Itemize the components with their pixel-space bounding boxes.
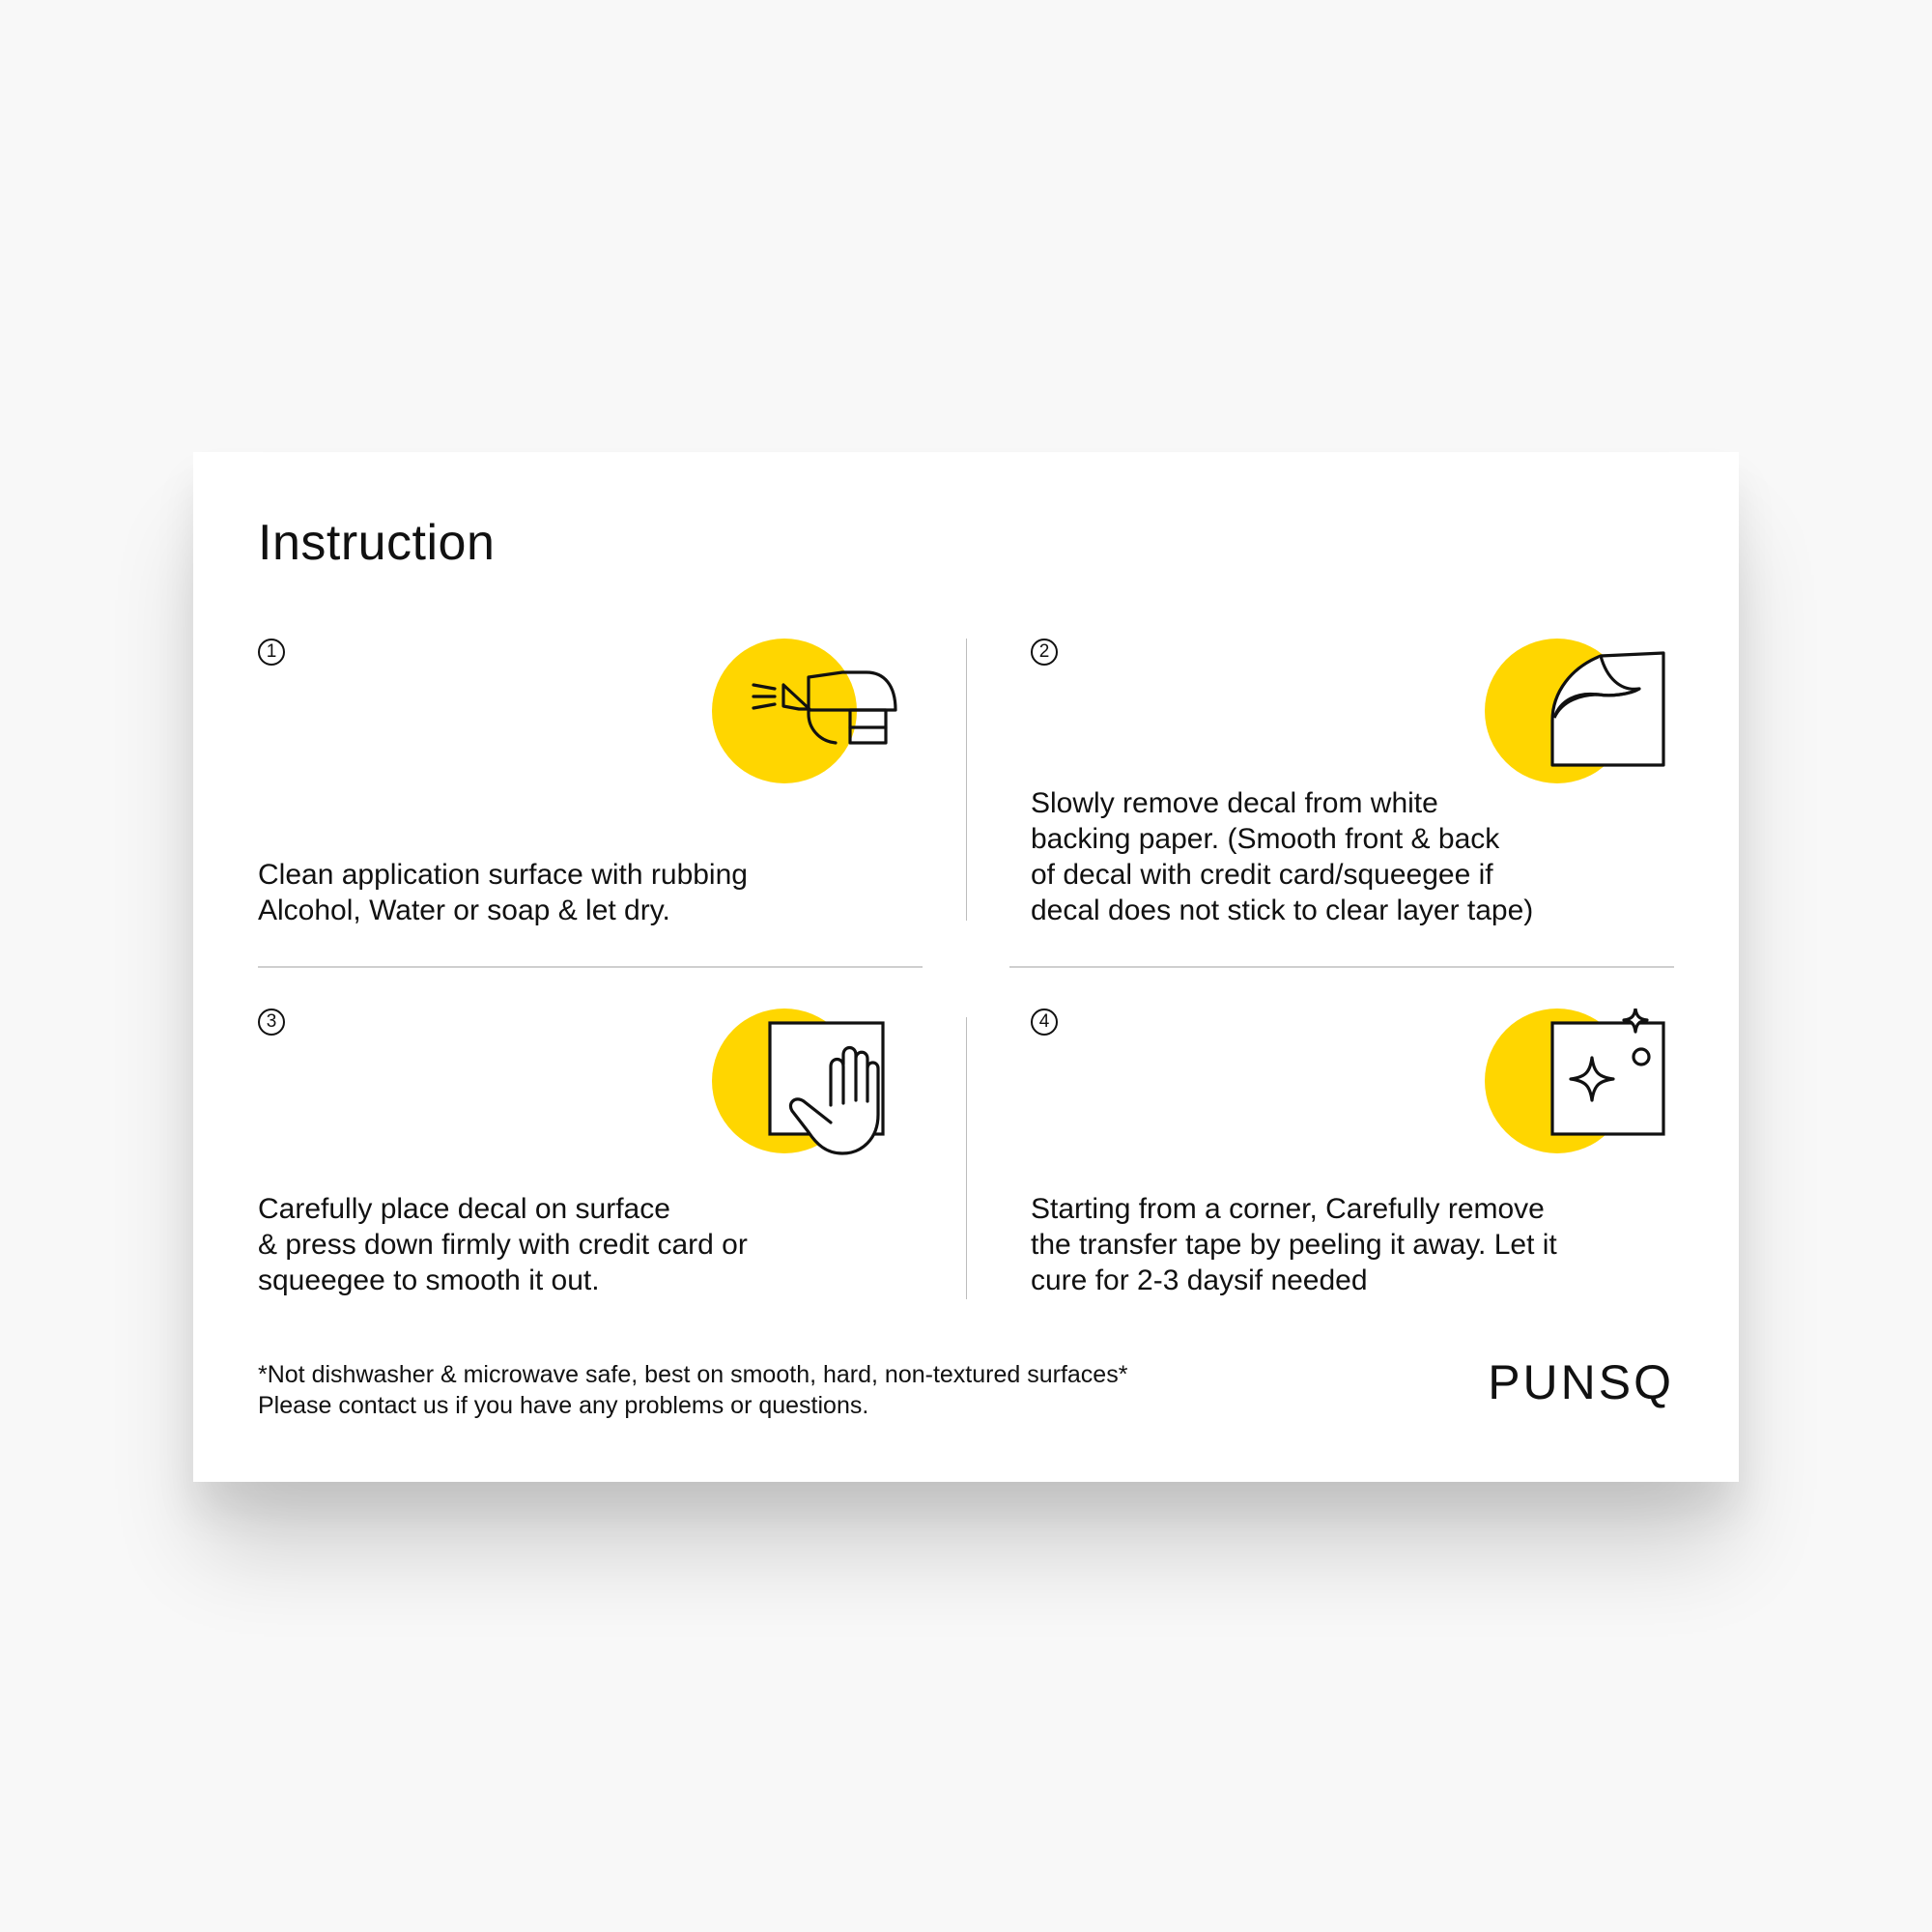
step-number-2: 2 — [1031, 639, 1058, 666]
instruction-card — [193, 452, 1739, 1482]
sparkle-surface-icon — [1485, 1009, 1688, 1163]
page-title: Instruction — [258, 515, 496, 571]
step-3 — [258, 1009, 934, 1298]
vertical-divider-bottom — [966, 1017, 967, 1299]
step-text-4: Starting from a corner, Carefully remove the transfer tape by peeling it away. Let it cure for 2-3 daysif needed — [1031, 1193, 1557, 1296]
step-4 — [1031, 1009, 1707, 1298]
step-number-4: 4 — [1031, 1009, 1058, 1036]
care-note: *Not dishwasher & microwave safe, best on smooth, hard, non-textured surfaces* — [258, 1361, 1128, 1388]
hand-press-icon — [712, 1009, 915, 1163]
vertical-divider-top — [966, 639, 967, 921]
horizontal-divider-left — [258, 966, 923, 968]
step-number-3: 3 — [258, 1009, 285, 1036]
step-2 — [1031, 639, 1707, 928]
footer-notes — [258, 1359, 1127, 1421]
brand-logo: PUNSQ — [1488, 1355, 1674, 1409]
step-text-1: Clean application surface with rubbing Alcohol, Water or soap & let dry. — [258, 859, 748, 926]
step-text-3: Carefully place decal on surface & press down firmly with credit card or squeegee to smooth it out. — [258, 1193, 748, 1296]
step-text-2: Slowly remove decal from white backing paper. (Smooth front & back of decal with credit card/squeegee if decal does not stick to clear layer tape) — [1031, 787, 1534, 926]
step-1 — [258, 639, 934, 928]
contact-note: Please contact us if you have any problems or questions. — [258, 1392, 869, 1419]
spray-bottle-icon — [712, 639, 915, 793]
horizontal-divider-right — [1009, 966, 1674, 968]
peeling-decal-icon — [1485, 639, 1688, 793]
step-number-1: 1 — [258, 639, 285, 666]
